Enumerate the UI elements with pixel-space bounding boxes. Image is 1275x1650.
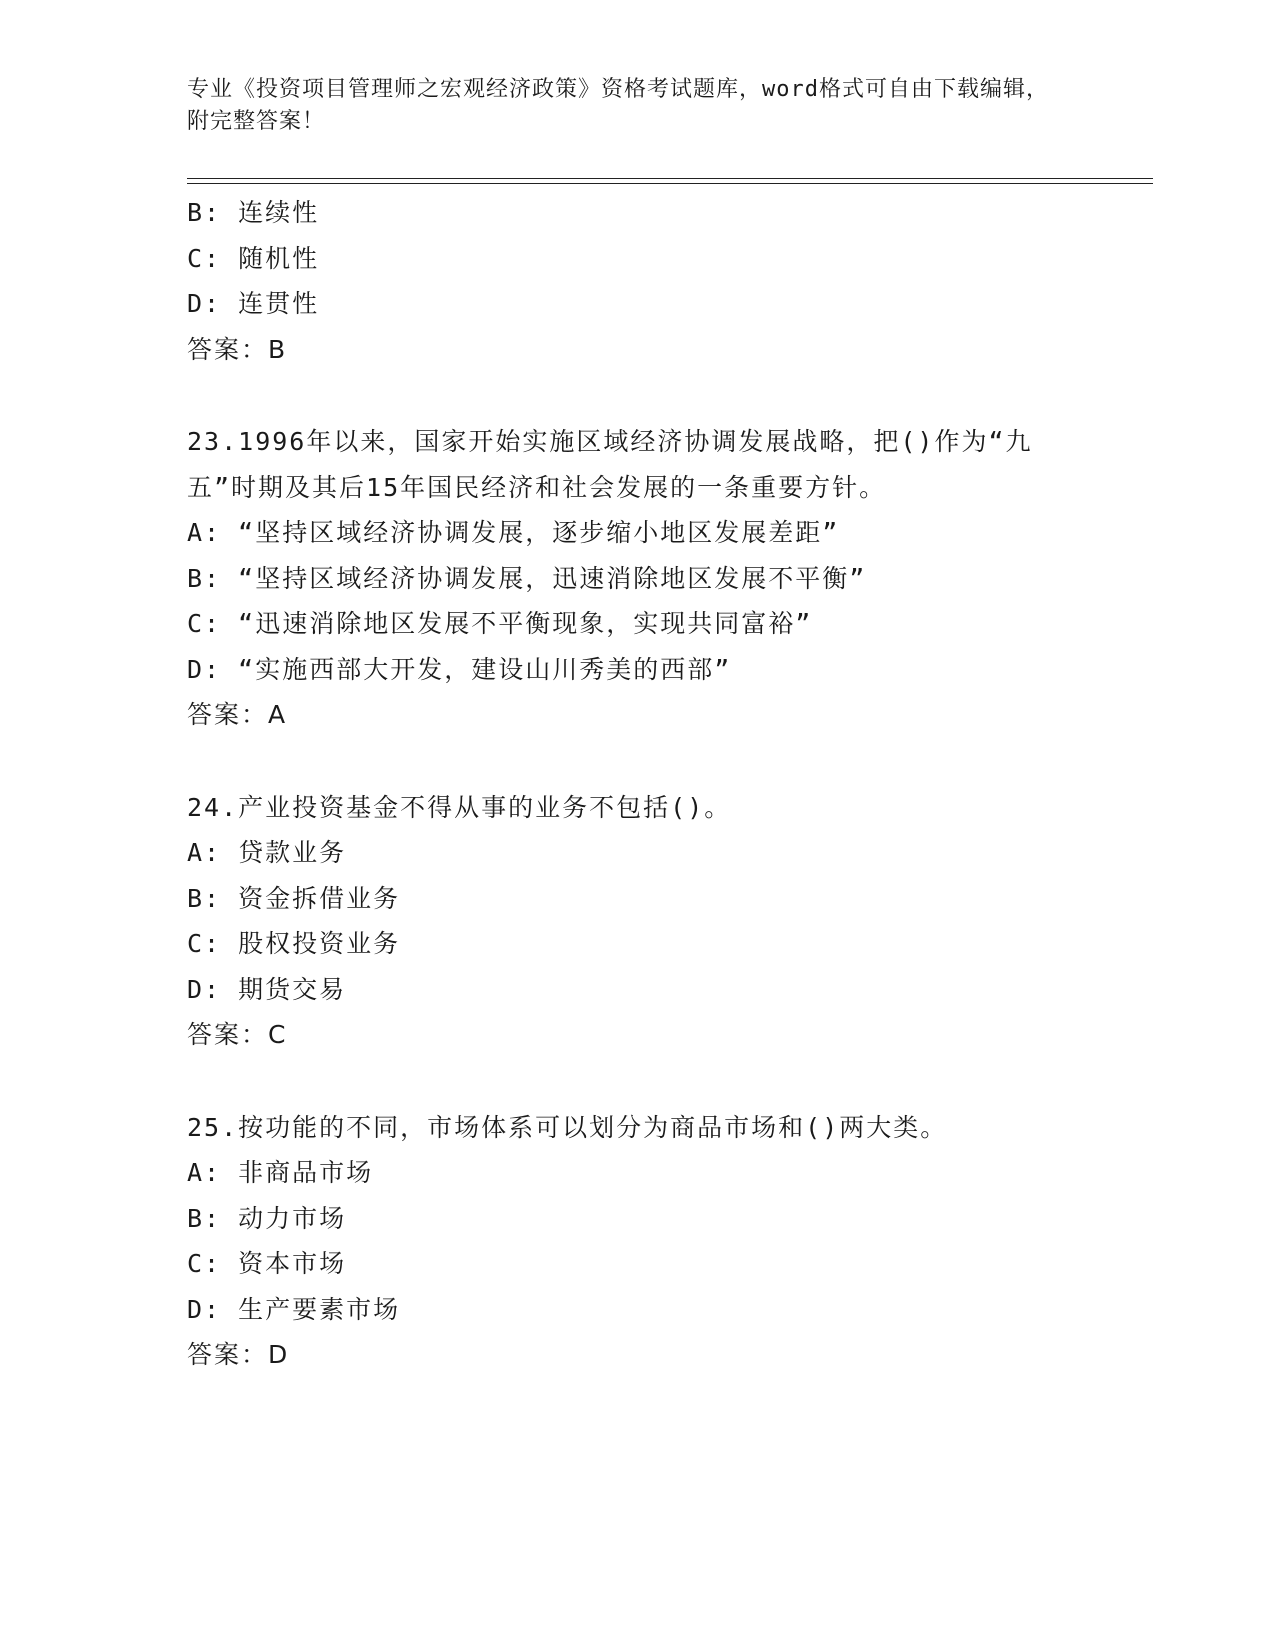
option-c: C: 资本市场 [187,1249,347,1278]
option-b: B: 动力市场 [187,1203,347,1233]
question-24 [187,785,1117,1058]
option-c: C: 股权投资业务 [187,929,401,958]
option-a: A: “坚持区域经济协调发展，逐步缩小地区发展差距” [187,518,840,547]
question-stem-line-1: 23.1996年以来，国家开始实施区域经济协调发展战略，把()作为“九 [187,427,1033,456]
question-stem: 24.产业投资基金不得从事的业务不包括()。 [187,792,732,822]
answer: 答案：A [187,700,288,729]
answer: 答案：D [187,1340,290,1369]
option-a: A: 贷款业务 [187,838,347,867]
header-title: 专业《投资项目管理师之宏观经济政策》资格考试题库，word格式可自由下载编辑，附完整答案！ [187,77,1049,134]
question-stem: 25.按功能的不同，市场体系可以划分为商品市场和()两大类。 [187,1112,948,1142]
document-header [187,74,1067,138]
option-b: B: “坚持区域经济协调发展，迅速消除地区发展不平衡” [187,563,867,593]
question-stem-line-2: 五”时期及其后15年国民经济和社会发展的一条重要方针。 [187,472,887,502]
option-d: D: 生产要素市场 [187,1294,401,1324]
option-d: D: “实施西部大开发，建设山川秀美的西部” [187,654,732,684]
header-divider-top [187,178,1153,179]
option-b: B: 资金拆借业务 [187,883,401,913]
question-23 [187,419,1117,738]
question-25 [187,1105,1117,1378]
answer: 答案：B [187,334,288,364]
option-b: B: 连续性 [187,198,320,227]
option-d: D: 期货交易 [187,974,347,1004]
question-22-partial [187,190,1117,372]
answer: 答案：C [187,1020,288,1049]
option-a: A: 非商品市场 [187,1158,374,1187]
option-c: C: “迅速消除地区发展不平衡现象，实现共同富裕” [187,609,813,638]
header-divider-bottom [187,183,1153,184]
option-c: C: 随机性 [187,243,320,273]
option-d: D: 连贯性 [187,289,320,318]
question-list [187,190,1117,1378]
